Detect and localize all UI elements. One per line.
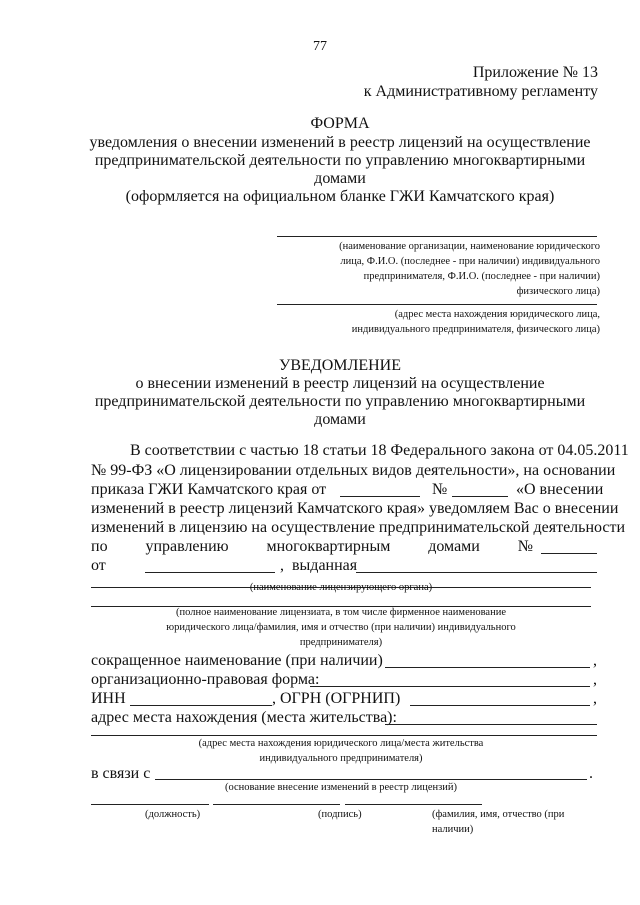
licensee-caption-1: (полное наименование лицензиата, в том числе фирменное наименование: [176, 607, 506, 618]
short-name-label: сокращенное наименование (при наличии): [91, 652, 383, 669]
full-name-caption-2: наличии): [432, 824, 474, 835]
word-number-sign: №: [517, 538, 533, 555]
license-number-field[interactable]: [541, 553, 597, 554]
inn-field[interactable]: [130, 705, 272, 706]
body-line-6: [91, 537, 533, 556]
recipient-name-line[interactable]: [277, 236, 597, 237]
recipient-address-caption-2: индивидуального предпринимателя, физического лица): [351, 324, 600, 335]
order-date-field[interactable]: [340, 496, 420, 497]
body-comma: ,: [280, 557, 284, 574]
word-po: по: [91, 538, 108, 555]
ogrn-comma: ,: [593, 690, 597, 707]
notice-subtitle-2: предпринимательской деятельности по управлению многоквартирными: [94, 393, 586, 410]
position-field[interactable]: [91, 804, 209, 805]
recipient-name-caption-3: предпринимателя, Ф.И.О. (последнее - при наличии): [363, 271, 600, 282]
full-name-field[interactable]: [345, 804, 482, 805]
legal-form-field[interactable]: [310, 686, 590, 687]
order-number-field[interactable]: [452, 496, 508, 497]
recipient-name-caption-2: лица, Ф.И.О. (последнее - при наличии) индивидуального: [340, 256, 600, 267]
body-line-2: № 99-ФЗ «О лицензировании отдельных видов деятельности», на основании: [91, 462, 616, 479]
body-order-text: приказа ГЖИ Камчатского края от: [91, 481, 327, 498]
recipient-name-caption-4: физического лица): [516, 286, 600, 297]
recipient-address-caption-1: (адрес места нахождения юридического лица,: [394, 309, 600, 320]
licensor-caption: (наименование лицензирующего органа): [249, 582, 433, 593]
short-name-comma: ,: [593, 652, 597, 669]
address-field[interactable]: [385, 724, 597, 725]
inn-label: ИНН: [91, 690, 126, 707]
word-mnogokvartirnym: многоквартирным: [266, 538, 391, 555]
signature-caption: (подпись): [318, 809, 362, 820]
body-order-number-sign: №: [432, 481, 448, 498]
legal-form-label: организационно-правовая форма:: [91, 671, 320, 688]
notice-title: УВЕДОМЛЕНИЕ: [279, 357, 401, 374]
form-title: ФОРМА: [310, 115, 370, 132]
address-caption-2: индивидуального предпринимателя): [259, 753, 423, 764]
body-from: от: [91, 557, 106, 574]
issued-by-field[interactable]: [356, 572, 597, 573]
position-caption: (должность): [145, 809, 201, 820]
ogrn-label: , ОГРН (ОГРНИП): [272, 690, 401, 707]
form-subtitle-4: (оформляется на официальном бланке ГЖИ Камчатского края): [125, 188, 555, 205]
full-name-caption-1: (фамилия, имя, отчество (при: [432, 809, 565, 820]
body-line-4: изменений в реестр лицензий Камчатского края» уведомляем Вас о внесении: [91, 500, 619, 517]
body-order-title: «О внесении: [516, 481, 604, 498]
licensee-caption-2: юридического лица/фамилия, имя и отчество (при наличии) индивидуального: [166, 622, 516, 633]
licensee-caption-3: предпринимателя): [299, 637, 383, 648]
address-caption-1: (адрес места нахождения юридического лица/места жительства: [198, 738, 484, 749]
body-line-5: изменений в лицензию на осуществление предпринимательской деятельности: [91, 519, 626, 536]
recipient-address-line[interactable]: [277, 304, 597, 305]
ogrn-field[interactable]: [410, 705, 590, 706]
word-domami: домами: [428, 538, 480, 555]
recipient-name-caption-1: (наименование организации, наименование юридического: [339, 241, 600, 252]
body-issued: выданная: [292, 557, 358, 574]
appendix-line-1: Приложение № 13: [472, 64, 598, 81]
form-subtitle-1: уведомления о внесении изменений в реестр лицензий на осуществление: [89, 134, 591, 151]
appendix-line-2: к Административному регламенту: [363, 83, 598, 100]
legal-form-comma: ,: [593, 671, 597, 688]
signature-field[interactable]: [213, 804, 340, 805]
notice-subtitle-1: о внесении изменений в реестр лицензий на осуществление: [135, 375, 545, 392]
short-name-field[interactable]: [385, 667, 590, 668]
reason-caption: (основание внесение изменений в реестр лицензий): [224, 782, 457, 793]
notice-subtitle-3: домами: [314, 411, 366, 428]
form-subtitle-3: домами: [314, 170, 366, 187]
body-line-1: В соответствии с частью 18 статьи 18 Федерального закона от 04.05.2011: [130, 442, 629, 459]
form-subtitle-2: предпринимательской деятельности по управлению многоквартирными: [94, 152, 586, 169]
reason-period: .: [589, 765, 593, 782]
license-date-field[interactable]: [145, 572, 275, 573]
page-number: 77: [313, 39, 327, 54]
word-upravleniyu: управлению: [145, 538, 229, 555]
address-label: адрес места нахождения (места жительства):: [91, 709, 397, 726]
reason-label: в связи с: [91, 765, 151, 782]
